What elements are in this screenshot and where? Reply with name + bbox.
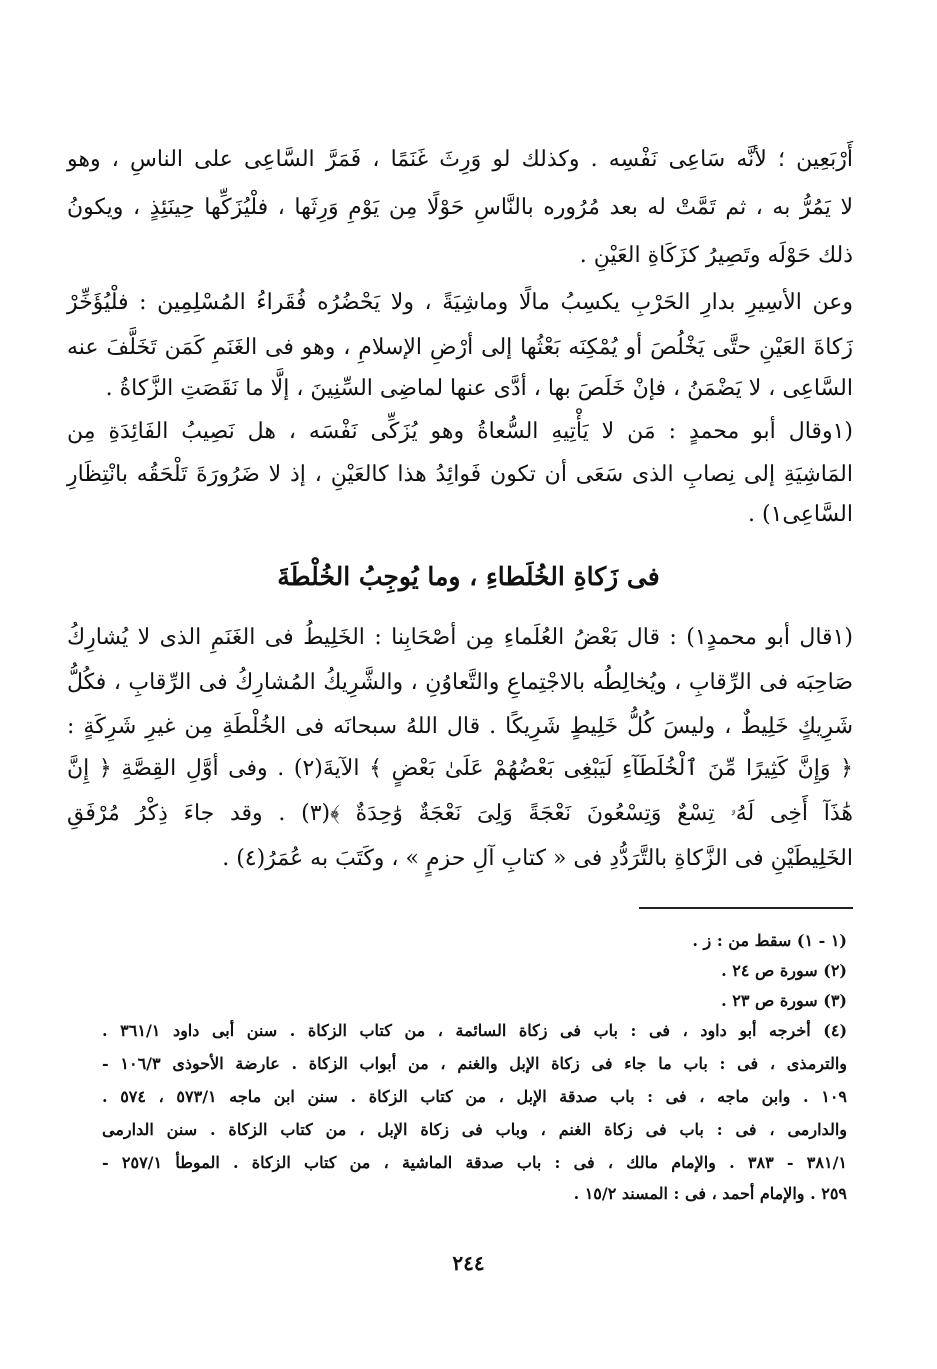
body-line: أَرْبَعِين ؛ لأنَّه سَاعِى نَفْسِه . وكذلك لو وَرِثَ غَنَمًا ، فَمَرَّ السَّاعِى على الناسِ ، وهو [67, 147, 853, 172]
footnote-line: (١ - ١) سقط من : ز . [692, 931, 847, 950]
page-number: ٢٤٤ [452, 1251, 485, 1275]
body-line: (١وقال أبو محمدٍ : مَن لا يَأْتِيهِ السُّعاةُ وهو يُزَكِّى نَفْسَه ، هل نَصِيبُ الفَائِدَةِ مِن [67, 419, 853, 444]
body-line: المَاشِيَةِ إلى نِصابِ الذى سَعَى أن تكون فَوائِدُ هذا كالعَيْنِ ، إذ لا ضَرُورَةَ تَلْحَقُه بانْتِظَارِ [67, 462, 853, 487]
body-line: هَٰذَآ أَخِى لَهُۥ تِسْعٌ وَتِسْعُونَ نَعْجَةً وَلِىَ نَعْجَةٌ وَٰحِدَةٌ ﴾(٣) . وقد جاءَ ذِكْرُ مُرْفَقِ [67, 801, 854, 826]
body-line: لا يَمُرُّ به ، ثم تَمَّتْ له بعد مُرُوره بالنَّاسِ حَوْلًا مِن يَوْمِ وَرِثَها ، فلْيُزَكِّها حِينَئِذٍ ، ويكونُ [67, 195, 853, 220]
footnote-line: ٢٥٩ . والإمام أحمد ، فى : المسند ١٥/٢ . [573, 1184, 847, 1203]
footnote-line: ٣٨١/١ - ٣٨٣ . والإمام مالك ، فى : باب صدقة الماشية ، من كتاب الزكاة . الموطأ ٢٥٧/١ - [102, 1153, 848, 1172]
footnote-line: والترمذى ، فى : باب ما جاء فى زكاة الإبل والغنم ، من أبواب الزكاة . عارضة الأحوذى ١٠٦/٣ - [102, 1054, 847, 1073]
body-line: زَكاةَ العَيْنِ حتَّى يَخْلُصَ أو يُمْكِنَه بَعْثُها إلى أرْضِ الإسلامِ ، وهو فى الغَنَمِ كَمَن تَخَلَّفَ عنه [67, 335, 853, 360]
footnote-line: (٢) سورة ص ٢٤ . [721, 961, 847, 980]
body-line: صَاحِبَه فى الرِّقابِ ، ويُخالِطُه بالاجْتِماعِ والتَّعاوُنِ ، والشَّرِيكُ المُشارِكُ فى الرِّقابِ ، فكُلُّ [67, 670, 853, 695]
body-line: شَرِيكٍ خَلِيطٌ ، وليسَ كُلُّ خَلِيطٍ شَرِيكًا . قال اللهُ سبحانَه فى الخُلْطَةِ مِن غيرِ شَرِكَةٍ : [67, 714, 853, 739]
body-line: وعن الأسِيرِ بدارِ الحَرْبِ يكسِبُ مالًا وماشِيَةً ، ولا يَحْضُرُه فُقَراءُ المُسْلِمِين : فلْيُؤَخِّرْ [67, 290, 853, 315]
body-line: السَّاعِى ، لا يَضْمَنُ ، فإنْ خَلَصَ بها ، أدَّى عنها لماضِى السِّنِينَ ، إلَّا ما نَقَصَتِ الزَّكاةُ . [105, 376, 853, 401]
body-line: الخَلِيطَيْنِ فى الزَّكاةِ بالتَّرَدُّدِ فى « كتابِ آلِ حزمٍ » ، وكَتَبَ به عُمَرُ(٤) . [222, 846, 853, 871]
body-line: السَّاعِى١) . [747, 502, 853, 527]
footnote-line: والدارمى ، فى : باب فى زكاة الغنم ، وباب فى زكاة الإبل ، من كتاب الزكاة . سنن الدارمى [102, 1120, 847, 1139]
footnote-separator [639, 907, 853, 909]
body-line: ﴿ وَإِنَّ كَثِيرًا مِّنَ ٱلْخُلَطَآءِ لَيَبْغِى بَعْضُهُمْ عَلَىٰ بَعْضٍ ﴾ الآيةَ(٢) . وفى أوَّلِ القِصَّةِ ﴿ إِنَّ [67, 756, 853, 781]
body-line: ذلك حَوْلَه وتَصِيرُ كزَكَاةِ العَيْنِ . [579, 243, 853, 268]
footnote-line: ١٠٩ . وابن ماجه ، فى : باب صدقة الإبل ، من كتاب الزكاة . سنن ابن ماجه ٥٧٣/١ ، ٥٧٤ . [102, 1087, 848, 1106]
footnote-line: (٣) سورة ص ٢٣ . [721, 991, 847, 1010]
section-heading: فى زَكاةِ الخُلَطاءِ ، وما يُوجِبُ الخُلْطَةَ [277, 562, 660, 591]
footnote-line: (٤) أخرجه أبو داود ، فى : باب فى زكاة السائمة ، من كتاب الزكاة . سنن أبى داود ٣٦١/١ . [102, 1021, 848, 1040]
body-line: (١قال أبو محمدٍ١) : قال بَعْضُ العُلَماءِ مِن أصْحَابِنا : الخَلِيطُ فى الغَنَمِ الذى لا يُشارِكُ [67, 625, 854, 650]
